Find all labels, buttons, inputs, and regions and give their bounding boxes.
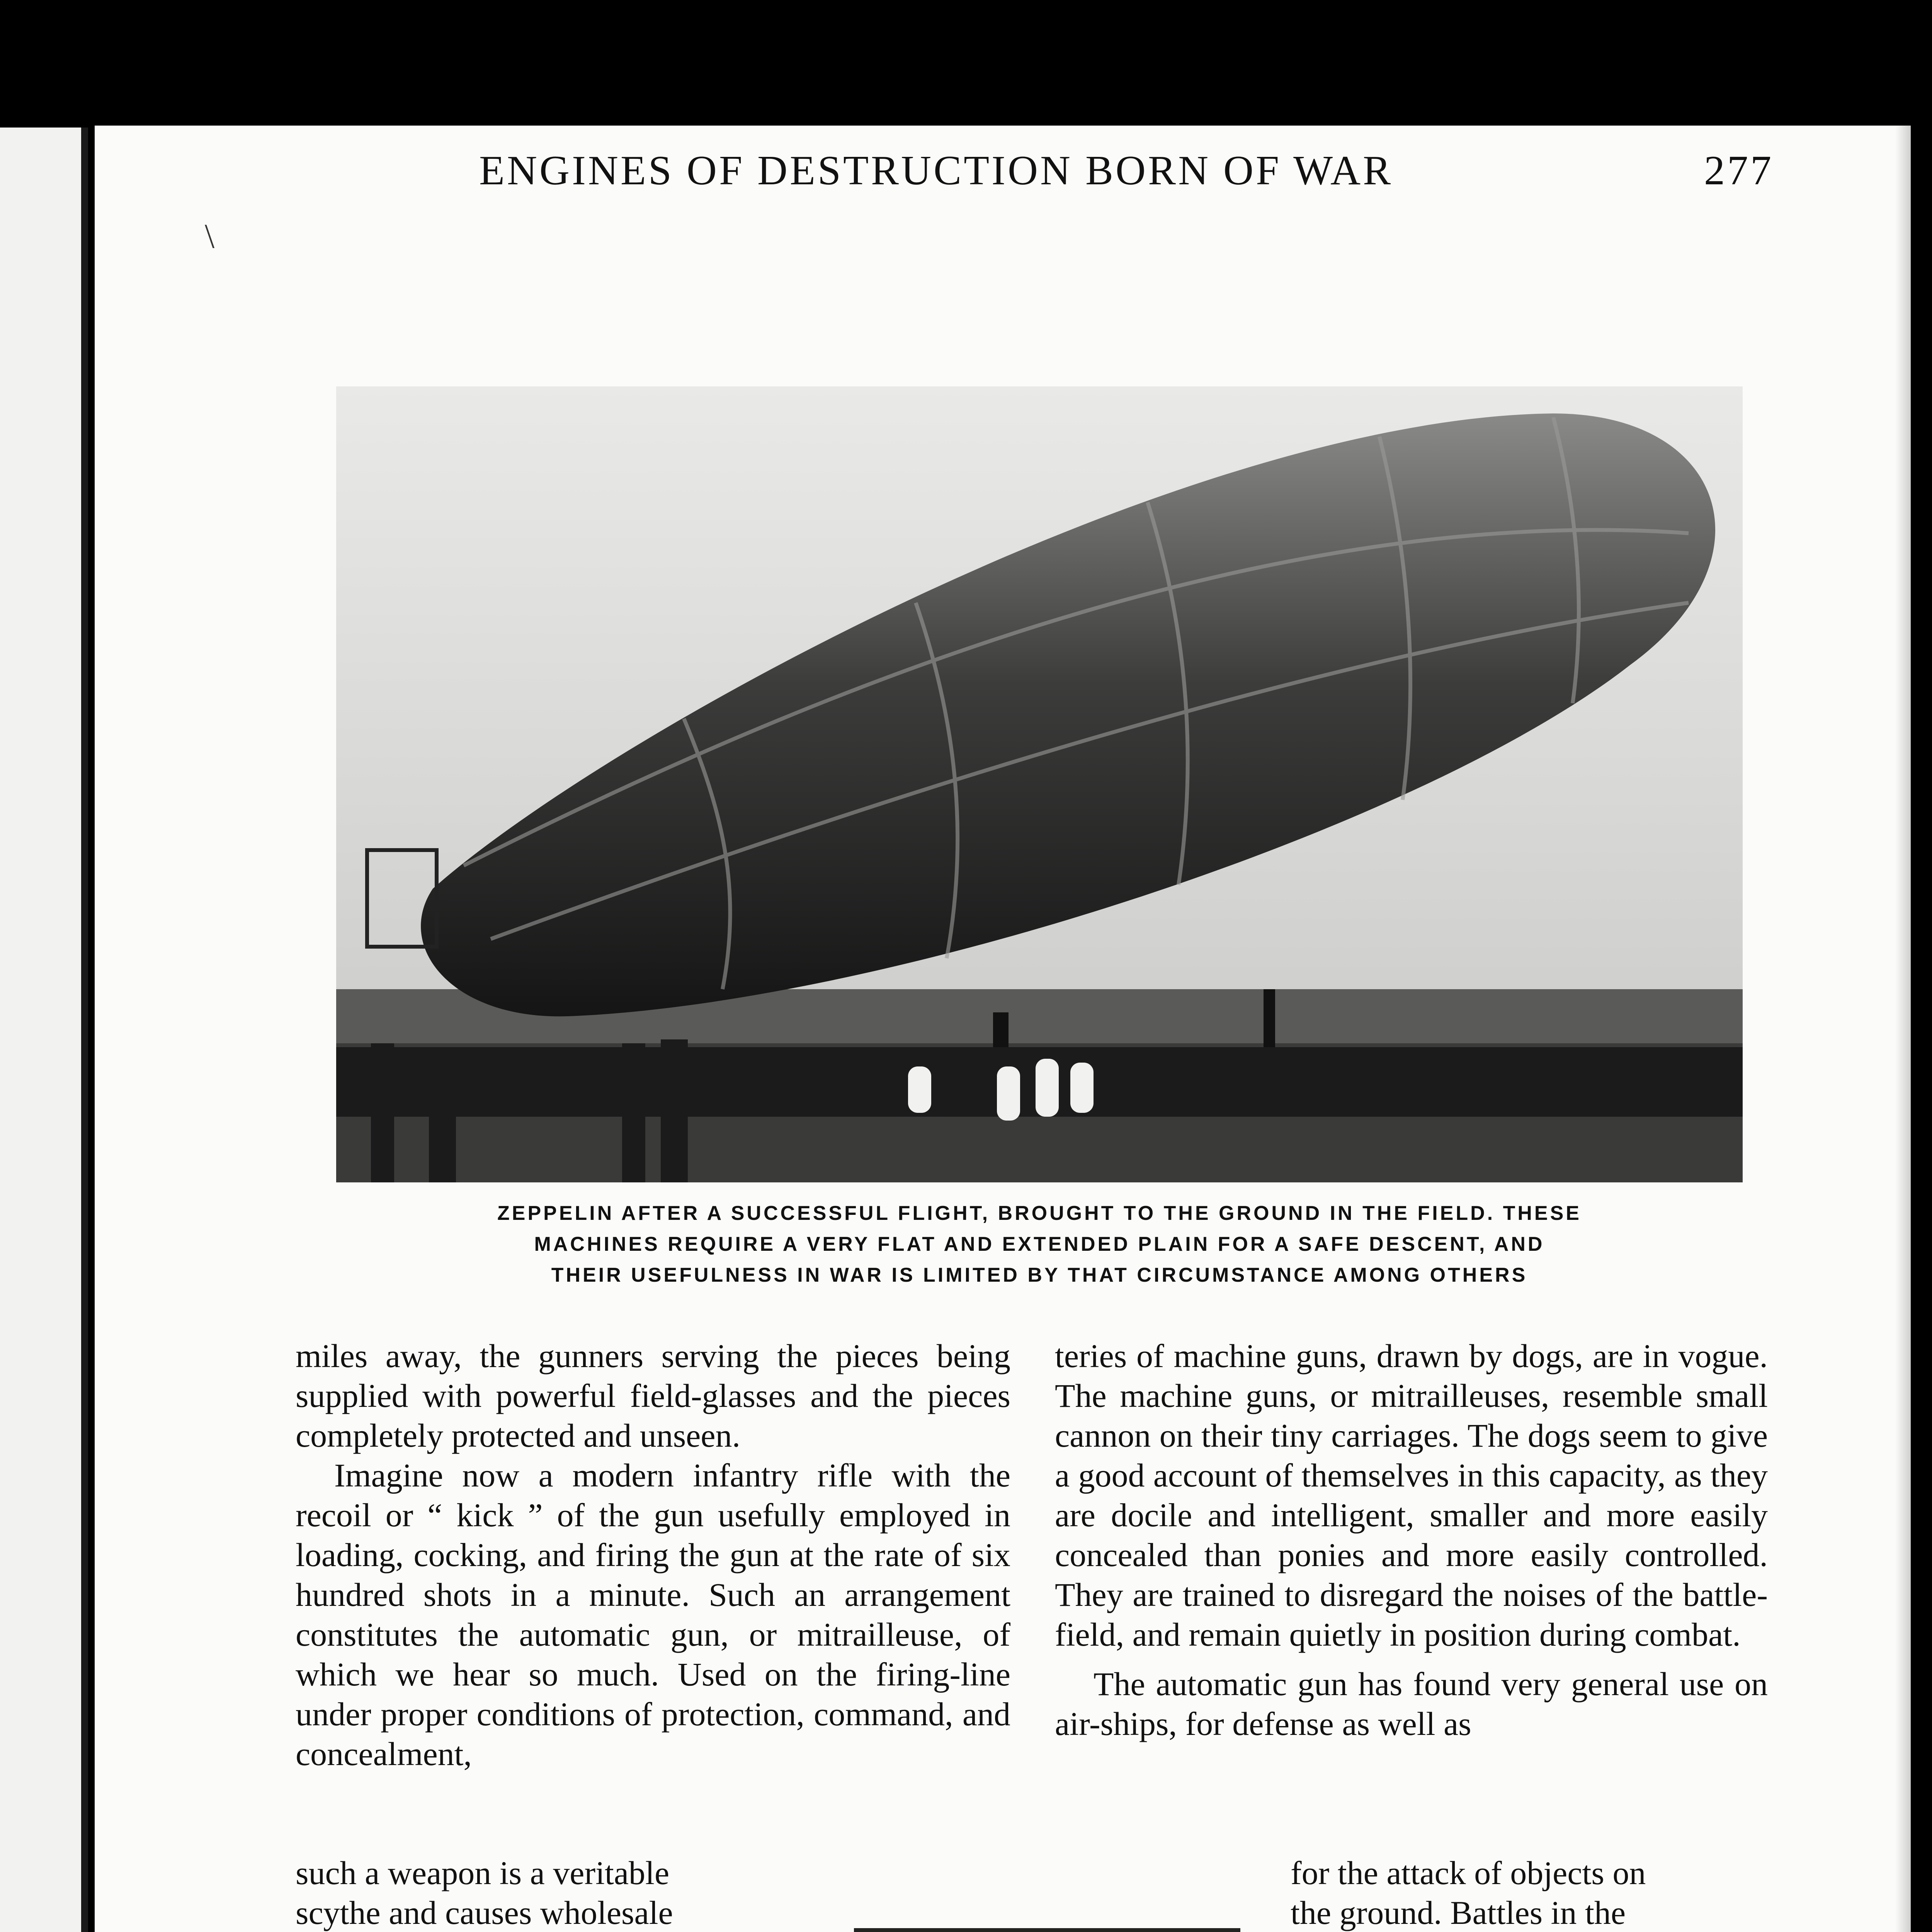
zeppelin-photo bbox=[336, 386, 1743, 1182]
running-title: ENGINES OF DESTRUCTION BORN OF WAR bbox=[479, 148, 1393, 194]
caption-line: THEIR USEFULNESS IN WAR IS LIMITED BY THAT CIRCUMSTANCE AMONG OTHERS bbox=[551, 1264, 1528, 1286]
previous-page-edge bbox=[0, 128, 88, 1932]
wrap-line: for the attack of objects on bbox=[1291, 1854, 1646, 1891]
tractor-photo bbox=[313, 1913, 1743, 1932]
paragraph: miles away, the gunners serving the pieces being supplied with powerful field-glasses and the pieces completely protected and unseen. bbox=[296, 1337, 1010, 1454]
running-header bbox=[479, 147, 1774, 201]
left-column bbox=[296, 1336, 1010, 1774]
zeppelin-caption bbox=[336, 1198, 1743, 1291]
paragraph: teries of machine guns, drawn by dogs, are in vogue. The machine guns, or mitrailleuses, resemble small cannon on their tiny carriages. The dogs seem to give a good account of themselves in this capacity, as they are docile and intelligent, smaller and more easily concealed than ponies and more easily controlled. They are trained to disregard the noises of the battle-field, and remain quietly in position during combat. bbox=[1055, 1337, 1768, 1653]
caption-line: MACHINES REQUIRE A VERY FLAT AND EXTENDED PLAIN FOR A SAFE DESCENT, AND bbox=[534, 1233, 1545, 1255]
wrap-line: scythe and causes wholesale bbox=[296, 1894, 673, 1931]
print-mark: \ bbox=[205, 217, 215, 255]
page-number: 277 bbox=[1704, 148, 1774, 194]
wrap-line: the ground. Battles in the bbox=[1291, 1894, 1626, 1931]
wrap-line: such a weapon is a veritable bbox=[296, 1854, 670, 1891]
right-column bbox=[1055, 1336, 1768, 1744]
page-gutter-shadow bbox=[1895, 126, 1911, 1932]
paragraph: The automatic gun has found very general use on air-ships, for defense as well as bbox=[1055, 1665, 1768, 1742]
caption-line: ZEPPELIN AFTER A SUCCESSFUL FLIGHT, BROUGHT TO THE GROUND IN THE FIELD. THESE bbox=[497, 1202, 1582, 1225]
paragraph: Imagine now a modern infantry rifle with the recoil or “ kick ” of the gun usefully employed in loading, cocking, and firing the gun at the rate of six hundred shots in a minute. Such an arrangement constitutes the automatic gun, or mitrailleuse, of which we hear so much. Used on the firing-line under proper conditions of protection, command, and concealment, bbox=[296, 1457, 1010, 1772]
zeppelin-illustration bbox=[336, 386, 1743, 1182]
tractor-illustration bbox=[313, 1913, 1743, 1932]
